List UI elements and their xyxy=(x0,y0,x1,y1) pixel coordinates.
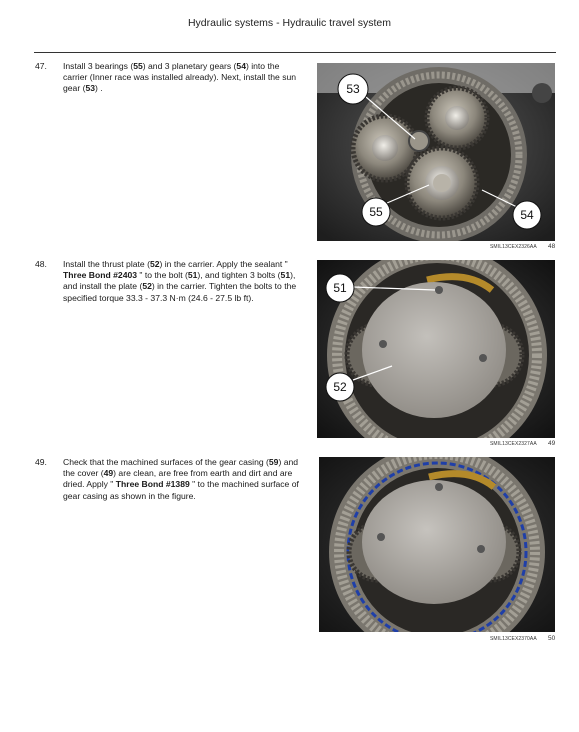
callout-label: 52 xyxy=(333,380,347,394)
step-instructions xyxy=(63,61,303,95)
instruction-text: ) are clean, are free from earth and dirt and are dried. Apply " xyxy=(63,468,293,490)
reference-number: 49 xyxy=(103,468,114,479)
instruction-text: ) . xyxy=(95,83,103,94)
figure-50-photo xyxy=(319,457,555,632)
callout-label: 53 xyxy=(346,82,360,96)
instruction-text: ), and tighten 3 bolts ( xyxy=(197,270,281,281)
figure-number: 49 xyxy=(548,440,556,447)
callout-label: 54 xyxy=(520,208,534,222)
reference-number: 52 xyxy=(142,281,152,292)
page-header-title: Hydraulic systems - Hydraulic travel system xyxy=(187,17,392,29)
figure-48-photo xyxy=(317,63,555,241)
step-number: 49. xyxy=(35,457,47,467)
figure-49-photo xyxy=(317,260,555,438)
step-instructions xyxy=(63,259,303,304)
header-divider xyxy=(34,52,556,53)
reference-number: 54 xyxy=(236,61,246,71)
reference-number: 51 xyxy=(187,270,198,281)
figure-code: SMIL13CEX2326AA xyxy=(490,244,537,250)
instruction-text: " to the machined surface of gear casing as shown in the figure. xyxy=(63,479,299,501)
reference-number: 51 xyxy=(280,270,291,281)
reference-number: Three Bond #1389 xyxy=(113,479,190,490)
callout-label: 51 xyxy=(333,281,347,295)
instruction-text: ) and the cover ( xyxy=(63,457,299,479)
instruction-text: Install 3 bearings ( xyxy=(63,61,134,71)
instruction-text: Check that the machined surfaces of the gear casing ( xyxy=(63,457,269,467)
reference-number: 52 xyxy=(149,259,160,269)
figure-number: 48 xyxy=(548,243,556,250)
instruction-text: ), and install the plate ( xyxy=(63,270,296,292)
figure-code: SMIL13CEX2370AA xyxy=(490,636,537,642)
reference-number: 53 xyxy=(85,83,96,94)
reference-number: Three Bond #2403 xyxy=(63,270,138,281)
reference-number: 55 xyxy=(133,61,143,71)
step-instructions xyxy=(63,457,303,502)
instruction-text: ) in the carrier. Tighten the bolts to the specified torque 33.3 - 37.3 N·m (24.6 - 27.5 lb ft). xyxy=(63,281,297,303)
step-number: 47. xyxy=(35,61,47,71)
instruction-text: ) in the carrier. Apply the sealant " xyxy=(159,259,288,269)
reference-number: 59 xyxy=(268,457,279,467)
callout-label: 55 xyxy=(369,205,383,219)
instruction-text: ) and 3 planetary gears ( xyxy=(142,61,237,71)
instruction-text: Install the thrust plate ( xyxy=(63,259,150,269)
step-number: 48. xyxy=(35,259,47,269)
instruction-text: ) into the carrier (Inner race was installed already). Next, install the sun gear ( xyxy=(63,61,297,94)
figure-code: SMIL13CEX2327AA xyxy=(490,441,537,447)
instruction-text: " to the bolt ( xyxy=(137,270,188,281)
figure-number: 50 xyxy=(548,635,556,642)
